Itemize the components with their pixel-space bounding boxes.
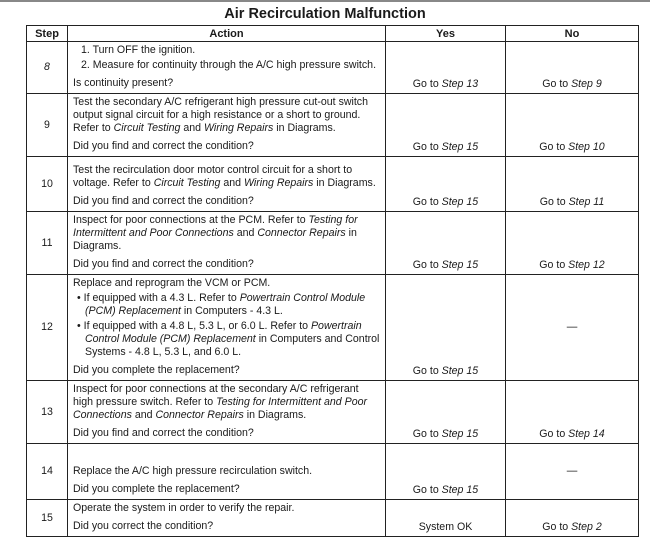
header-step: Step: [27, 26, 68, 42]
yes-prefix: Go to: [412, 259, 442, 271]
no-prefix: Go to: [539, 259, 569, 271]
text-segment: in Diagrams.: [273, 122, 336, 134]
yes-cell: [386, 381, 506, 444]
action-question: Is continuity present?: [73, 77, 174, 89]
action-cell: [68, 444, 386, 500]
action-paragraph: [73, 96, 380, 135]
no-cell: [506, 157, 639, 212]
step-number: 9: [44, 118, 50, 131]
step-cell: [27, 42, 68, 94]
yes-result: System OK: [418, 521, 473, 533]
action-content: [73, 277, 380, 377]
step-cell: [27, 381, 68, 444]
yes-cell: [386, 275, 506, 381]
yes-step-link: Step 13: [441, 78, 479, 90]
text-segment: 2. Measure for continuity through the A/C high pressure switch.: [81, 59, 377, 71]
yes-prefix: Go to: [412, 365, 442, 377]
action-content: [73, 164, 380, 208]
text-segment: Inspect for poor connections at the PCM. Refer to: [73, 214, 309, 226]
action-paragraph: [73, 292, 380, 318]
page-title: Air Recirculation Malfunction: [224, 6, 426, 22]
no-step-link: Step 11: [568, 196, 605, 208]
yes-step-link: Step 15: [441, 484, 479, 496]
step-number: 10: [41, 177, 53, 190]
yes-step-link: Step 15: [441, 196, 479, 208]
text-segment: and: [233, 227, 258, 239]
text-segment: in Computers and Control Systems - 4.8 L, 5.3 L, and 6.0 L.: [85, 333, 380, 358]
no-cell: [506, 444, 639, 500]
action-cell: [68, 381, 386, 444]
yes-cell: [386, 94, 506, 157]
table-row: [27, 157, 639, 212]
no-cell: [506, 212, 639, 275]
reference-link: Connector Repairs: [155, 409, 244, 421]
text-segment: Replace the A/C high pressure recirculation switch.: [73, 465, 313, 477]
reference-link: Circuit Testing: [113, 122, 181, 134]
no-result: —: [566, 465, 578, 477]
step-cell: [27, 500, 68, 537]
yes-cell: [386, 157, 506, 212]
yes-step-link: Step 15: [441, 141, 479, 153]
yes-prefix: Go to: [412, 484, 442, 496]
table-row: [27, 381, 639, 444]
yes-step-link: Step 15: [441, 259, 479, 271]
yes-cell: [386, 42, 506, 94]
yes-prefix: Go to: [412, 428, 442, 440]
no-step-link: Step 14: [568, 428, 605, 440]
action-cell: [68, 212, 386, 275]
no-cell: [506, 275, 639, 381]
text-segment: in Diagrams.: [243, 409, 307, 421]
step-cell: [27, 94, 68, 157]
yes-cell: [386, 444, 506, 500]
action-question: Did you correct the condition?: [73, 520, 214, 532]
no-step-link: Step 9: [571, 78, 602, 90]
action-question: Did you find and correct the condition?: [73, 427, 254, 439]
header-no: No: [506, 26, 639, 42]
header-row: [27, 26, 639, 42]
text-segment: Operate the system in order to verify the repair.: [73, 502, 295, 514]
diagnostic-table: [26, 25, 639, 537]
action-paragraph: [73, 502, 380, 515]
text-segment: • If equipped with a 4.3 L. Refer to: [77, 292, 240, 304]
action-content: [73, 465, 380, 496]
action-question: Did you complete the replacement?: [73, 364, 240, 376]
action-content: [73, 214, 380, 271]
step-number: 15: [41, 511, 53, 524]
action-question: Did you complete the replacement?: [73, 483, 240, 495]
text-segment: • If equipped with a 4.8 L, 5.3 L, or 6.0 L. Refer to: [77, 320, 311, 332]
no-cell: [506, 94, 639, 157]
header-action: Action: [68, 26, 386, 42]
action-instructions: [73, 164, 380, 192]
table-row: [27, 212, 639, 275]
action-paragraph: [73, 59, 380, 72]
text-segment: 1. Turn OFF the ignition.: [81, 44, 196, 56]
no-cell: [506, 500, 639, 537]
no-result: —: [566, 321, 578, 333]
no-prefix: Go to: [539, 428, 569, 440]
text-segment: in Diagrams.: [73, 227, 357, 252]
no-step-link: Step 10: [568, 141, 605, 153]
action-cell: [68, 42, 386, 94]
yes-step-link: Step 15: [441, 365, 479, 377]
action-content: [73, 44, 380, 90]
text-segment: and: [131, 409, 156, 421]
action-paragraph: [73, 465, 380, 478]
yes-cell: [386, 212, 506, 275]
step-number: 11: [41, 236, 53, 249]
no-prefix: Go to: [539, 141, 569, 153]
action-instructions: [73, 214, 380, 255]
action-cell: [68, 157, 386, 212]
no-step-link: Step 2: [571, 521, 602, 533]
action-instructions: [73, 502, 380, 517]
table-row: [27, 275, 639, 381]
step-number: 13: [41, 405, 53, 418]
reference-link: Circuit Testing: [153, 177, 221, 189]
text-segment: Test the recirculation door motor control circuit for a short to voltage. Refer to: [73, 164, 353, 189]
action-cell: [68, 275, 386, 381]
reference-link: Connector Repairs: [257, 227, 346, 239]
reference-link: Powertrain Control Module (PCM) Replacement: [85, 292, 366, 317]
action-paragraph: [73, 164, 380, 190]
text-segment: Test the secondary A/C refrigerant high pressure cut-out switch output signal circuit for a high resistance or a short to ground. Refer to: [73, 96, 368, 134]
step-number: 8: [44, 61, 50, 73]
action-question: Did you find and correct the condition?: [73, 195, 254, 207]
action-paragraph: [73, 383, 380, 422]
action-question: Did you find and correct the condition?: [73, 140, 254, 152]
action-content: [73, 96, 380, 153]
action-instructions: [73, 96, 380, 137]
step-cell: [27, 157, 68, 212]
no-prefix: Go to: [542, 521, 572, 533]
top-border: [0, 0, 650, 2]
step-number: 12: [41, 321, 53, 333]
text-segment: Inspect for poor connections at the secondary A/C refrigerant high pressure switch. Refer to: [73, 383, 359, 408]
header-yes: Yes: [386, 26, 506, 42]
action-instructions: [73, 383, 380, 424]
no-prefix: Go to: [542, 78, 572, 90]
yes-step-link: Step 15: [441, 428, 479, 440]
text-segment: and: [180, 122, 204, 134]
no-prefix: Go to: [539, 196, 569, 208]
step-cell: [27, 275, 68, 381]
reference-link: Powertrain Control Module (PCM) Replacement: [85, 320, 362, 345]
action-cell: [68, 94, 386, 157]
no-step-link: Step 12: [568, 259, 605, 271]
yes-prefix: Go to: [412, 141, 442, 153]
no-cell: [506, 381, 639, 444]
action-content: [73, 383, 380, 440]
text-segment: and: [220, 177, 244, 189]
reference-link: Wiring Repairs: [203, 122, 274, 134]
action-paragraph: [73, 44, 380, 57]
reference-link: Testing for Intermittent and Poor Connections: [73, 396, 368, 421]
step-number: 14: [41, 465, 53, 477]
table-row: [27, 42, 639, 94]
action-paragraph: [73, 277, 380, 290]
action-cell: [68, 500, 386, 537]
text-segment: in Diagrams.: [313, 177, 376, 189]
text-segment: in Computers - 4.3 L.: [180, 305, 283, 317]
reference-link: Wiring Repairs: [243, 177, 314, 189]
action-question: Did you find and correct the condition?: [73, 258, 254, 270]
step-cell: [27, 444, 68, 500]
action-instructions: [73, 277, 380, 361]
action-paragraph: [73, 320, 380, 359]
action-instructions: [73, 465, 380, 480]
action-paragraph: [73, 214, 380, 253]
table-row: [27, 500, 639, 537]
reference-link: Testing for Intermittent and Poor Connections: [73, 214, 358, 239]
action-content: [73, 502, 380, 533]
action-instructions: [73, 44, 380, 74]
table-row: [27, 94, 639, 157]
table-row: [27, 444, 639, 500]
yes-cell: [386, 500, 506, 537]
yes-prefix: Go to: [412, 196, 442, 208]
no-cell: [506, 42, 639, 94]
yes-prefix: Go to: [412, 78, 442, 90]
step-cell: [27, 212, 68, 275]
text-segment: Replace and reprogram the VCM or PCM.: [73, 277, 271, 289]
